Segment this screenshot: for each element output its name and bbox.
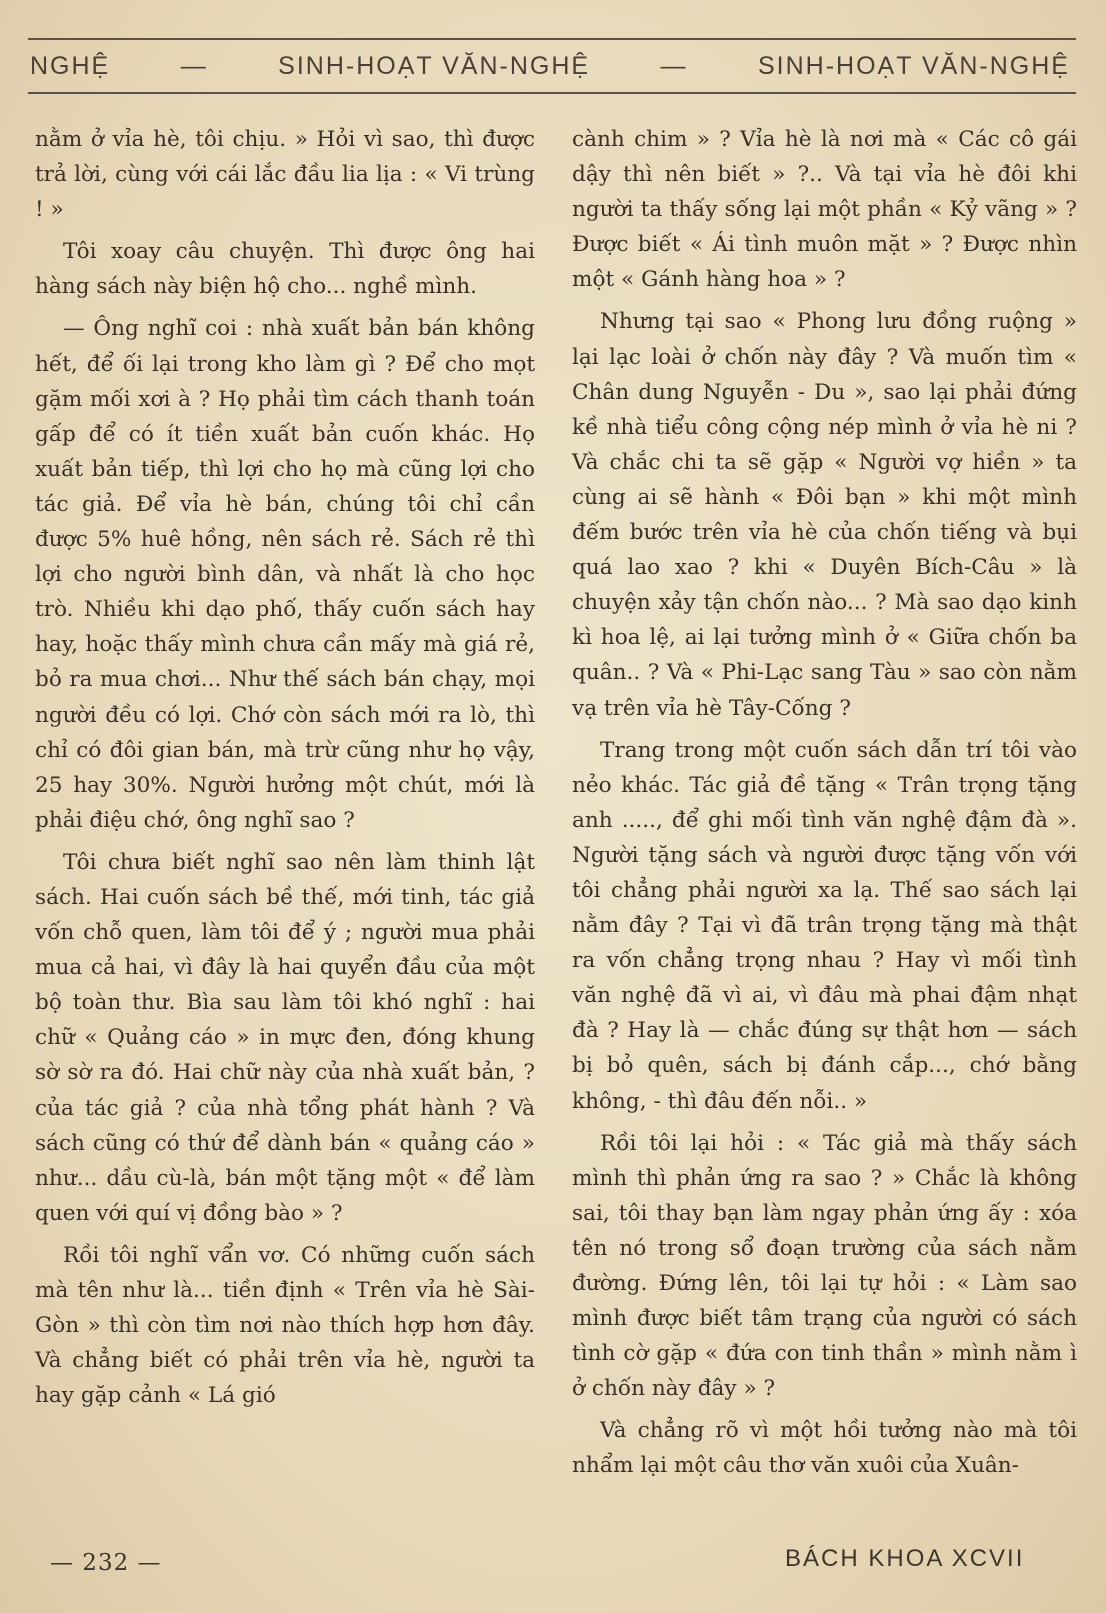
running-head-part-2: SINH-HOẠT VĂN-NGHỆ — [278, 51, 591, 80]
header-rule-top — [28, 38, 1076, 40]
running-head-part-3: SINH-HOẠT VĂN-NGHỆ — [758, 51, 1070, 80]
page-number: — 232 — — [50, 1550, 162, 1576]
left-paragraph-4: Tôi chưa biết nghĩ sao nên làm thinh lật sách. Hai cuốn sách bề thế, mới tinh, tác giả vốn chỗ quen, làm tôi để ý ; người mua phải mua cả hai, vì đây là hai quyển đầu của một bộ toàn thư. Bìa sau làm tôi khó nghĩ : hai chữ « Quảng cáo » in mực đen, đóng khung sờ sờ ra đó. Hai chữ này của nhà xuất bản, ? của tác giả ? của nhà tổng phát hành ? Và sách cũng có thứ để dành bán « quảng cáo » như... dầu cù-là, bán một tặng một « để làm quen với quí vị đồng bào » ? — [35, 849, 535, 1226]
running-head-dash-1: — — [180, 51, 208, 80]
right-paragraph-5: Và chẳng rõ vì một hồi tưởng nào mà tôi nhẩm lại một câu thơ văn xuôi của Xuân- — [572, 1418, 1077, 1479]
left-paragraph-1: nằm ở vỉa hè, tôi chịu. » Hỏi vì sao, thì được trả lời, cùng với cái lắc đầu lia lịa : « Vi trùng ! » — [35, 127, 535, 223]
header-rule-bottom — [28, 92, 1076, 94]
running-head-part-1: NGHỆ — [30, 51, 111, 80]
left-column — [35, 122, 535, 1420]
right-paragraph-4: Rồi tôi lại hỏi : « Tác giả mà thấy sách mình thì phản ứng ra sao ? » Chắc là không sai, tôi thay bạn làm ngay phản ứng ấy : xóa tên nó trong sổ đoạn trường của sách nằm đường. Đứng lên, tôi lại tự hỏi : « Làm sao mình được biết tâm trạng của người có sách tình cờ gặp « đứa con tinh thần » mình nằm ì ở chốn này đây » ? — [572, 1130, 1077, 1402]
right-paragraph-1: cành chim » ? Vỉa hè là nơi mà « Các cô gái dậy thì nên biết » ?.. Và tại vỉa hè đôi khi người ta thấy sống lại một phần « Kỷ vãng » ? Được biết « Ái tình muôn mặt » ? Được nhìn một « Gánh hàng hoa » ? — [572, 127, 1077, 293]
right-paragraph-3: Trang trong một cuốn sách dẫn trí tôi vào nẻo khác. Tác giả đề tặng « Trân trọng tặng anh ....., để ghi mối tình văn nghệ đậm đà ». Người tặng sách và người được tặng vốn với tôi chẳng phải người xa lạ. Thế sao sách lại nằm đây ? Tại vì đã trân trọng tặng mà thật ra vốn chẳng trọng nhau ? Hay vì mối tình văn nghệ đã vì ai, vì đâu mà phai đậm nhạt đà ? Hay là — chắc đúng sự thật hơn — sách bị bỏ quên, sách bị đánh cắp..., chớ bằng không, - thì đâu đến nỗi.. » — [572, 737, 1077, 1114]
left-paragraph-5: Rồi tôi nghĩ vẩn vơ. Có những cuốn sách mà tên như là... tiền định « Trên vỉa hè Sài-Gòn » thì còn tìm nơi nào thích hợp hơn đây. Và chẳng biết có phải trên vỉa hè, người ta hay gặp cảnh « Lá gió — [35, 1242, 535, 1409]
left-paragraph-2: Tôi xoay câu chuyện. Thì được ông hai hàng sách này biện hộ cho... nghề mình. — [35, 239, 535, 300]
left-paragraph-3: — Ông nghĩ coi : nhà xuất bản bán không hết, để ối lại trong kho làm gì ? Để cho mọt gặm mối xơi à ? Họ phải tìm cách thanh toán gấp để có ít tiền xuất bản cuốn khác. Họ xuất bản tiếp, thì lợi cho họ mà cũng lợi cho tác giả. Để vỉa hè bán, chúng tôi chỉ cần được 5% huê hồng, nên sách rẻ. Sách rẻ thì lợi cho người bình dân, và nhất là cho học trò. Nhiều khi dạo phố, thấy cuốn sách hay hay, hoặc thấy mình chưa cần mấy mà giá rẻ, bỏ ra mua chơi... Như thế sách bán chạy, mọi người đều có lợi. Chớ còn sách mới ra lò, thì chỉ có đôi gian bán, mà trừ cũng như họ vậy, 25 hay 30%. Người hưởng một chút, mới là phải điệu chớ, ông nghĩ sao ? — [35, 316, 535, 833]
journal-footer: BÁCH KHOA XCVII — [785, 1545, 1025, 1572]
running-head — [30, 46, 1070, 86]
right-paragraph-2: Nhưng tại sao « Phong lưu đồng ruộng » lại lạc loài ở chốn này đây ? Và muốn tìm « Chân dung Nguyễn - Du », sao lại phải đứng kề nhà tiểu công cộng nép mình ở vỉa hè ni ? Và chắc chi ta sẽ gặp « Người vợ hiền » ta cùng ai sẽ hành « Đôi bạn » khi một mình đếm bước trên vỉa hè của chốn tiếng và bụi quá lao xao ? khi « Duyên Bích-Câu » là chuyện xảy tận chốn nào... ? Mà sao dạo kinh kì hoa lệ, ai lại tưởng mình ở « Giữa chốn ba quân.. ? Và « Phi-Lạc sang Tàu » sao còn nằm vạ trên vỉa hè Tây-Cống ? — [572, 309, 1077, 721]
running-head-dash-2: — — [660, 51, 688, 80]
right-column — [572, 122, 1077, 1491]
